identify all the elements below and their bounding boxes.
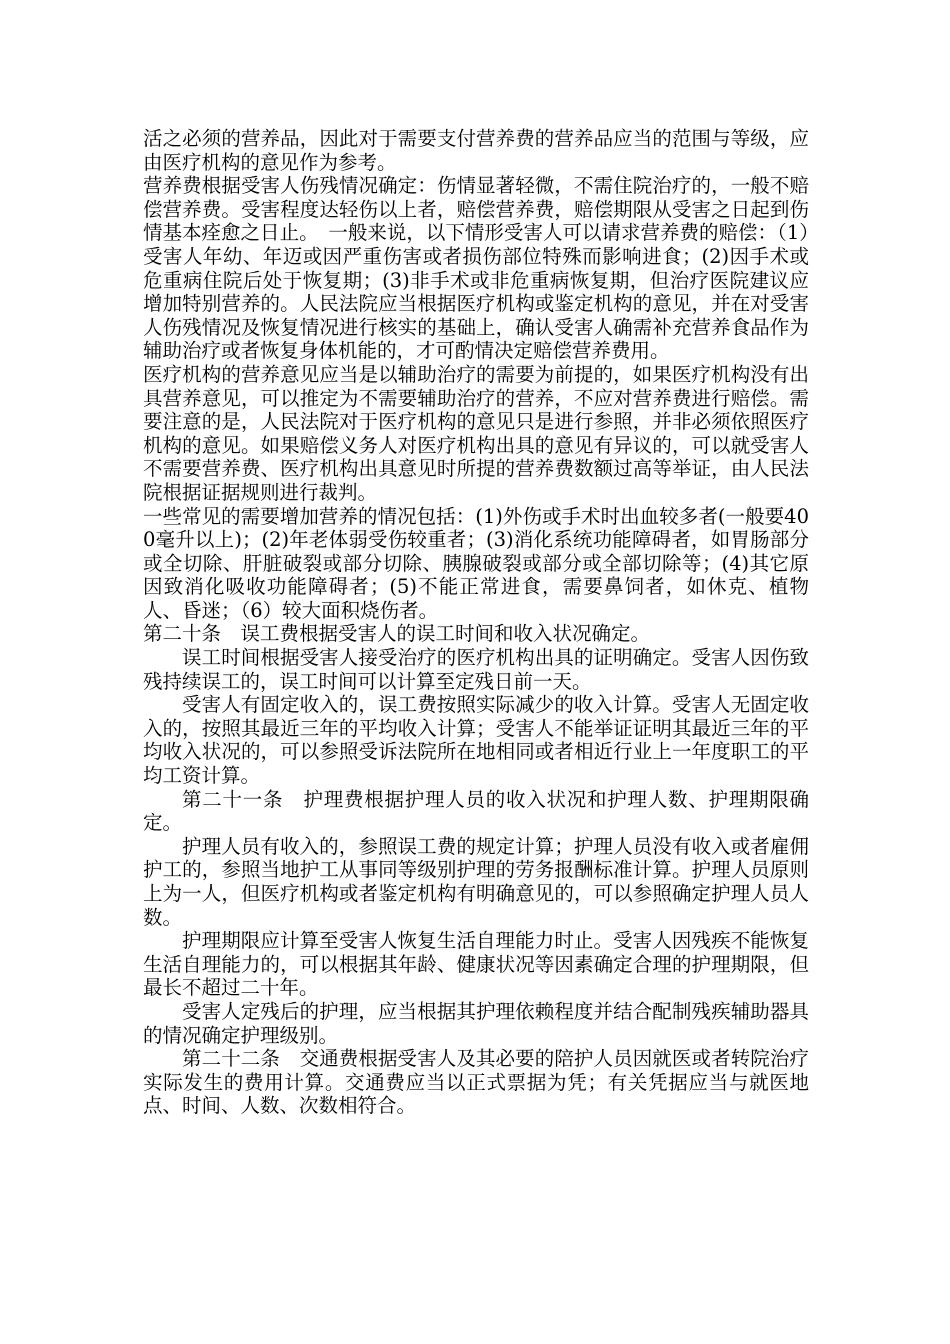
paragraph-nutrition-fee-basis: 营养费根据受害人伤残情况确定：伤情显著轻微，不需住院治疗的，一般不赔偿营养费。受害程度达轻伤以上者，赔偿营养费，赔偿期限从受害之日起到伤情基本痊愈之日止。 一般来说，以下情形受害人可以请求营养费的赔偿：（1）受害人年幼、年迈或因严重伤害或者损伤部位特殊而影响进食；(2)因手术或危重病住院后处于恢复期；(3)非手术或非危重病恢复期，但治疗医院建议应增加特别营养的。人民法院应当根据医疗机构或鉴定机构的意见，并在对受害人伤残情况及恢复情况进行核实的基础上，确认受害人确需补充营养食品作为辅助治疗或者恢复身体机能的，才可酌情决定赔偿营养费用。 (143, 174, 809, 363)
paragraph-nursing-period: 护理期限应计算至受害人恢复生活自理能力时止。受害人因残疾不能恢复生活自理能力的，可以根据其年龄、健康状况等因素确定合理的护理期限，但最长不超过二十年。 (143, 929, 809, 1000)
paragraph-nursing-income: 护理人员有收入的，参照误工费的规定计算；护理人员没有收入或者雇佣护工的，参照当地护工从事同等级别护理的劳务报酬标准计算。护理人员原则上为一人，但医疗机构或者鉴定机构有明确意见的，可以参照确定护理人员人数。 (143, 834, 809, 929)
paragraph-nursing-level: 受害人定残后的护理，应当根据其护理依赖程度并结合配制残疾辅助器具的情况确定护理级别。 (143, 999, 809, 1047)
article-21-heading: 第二十一条 护理费根据护理人员的收入状况和护理人数、护理期限确定。 (143, 787, 809, 835)
paragraph-common-nutrition-cases: 一些常见的需要增加营养的情况包括：(1)外伤或手术时出血较多者(一般要400毫升以上)；(2)年老体弱受伤较重者；(3)消化系统功能障碍者，如胃肠部分或全切除、肝脏破裂或部分切除、胰腺破裂或部分或全部切除等；(4)其它原因致消化吸收功能障碍者；(5)不能正常进食，需要鼻饲者，如休克、植物人、昏迷；（6）较大面积烧伤者。 (143, 504, 809, 622)
paragraph-lost-work-time: 误工时间根据受害人接受治疗的医疗机构出具的证明确定。受害人因伤致残持续误工的，误工时间可以计算至定残日前一天。 (143, 646, 809, 693)
article-20-heading: 第二十条 误工费根据受害人的误工时间和收入状况确定。 (143, 622, 651, 646)
article-22-transport-fee: 第二十二条 交通费根据受害人及其必要的陪护人员因就医或者转院治疗实际发生的费用计算。交通费应当以正式票据为凭；有关凭据应当与就医地点、时间、人数、次数相符合。 (143, 1047, 809, 1118)
document-body (143, 127, 809, 1118)
paragraph-medical-opinion: 医疗机构的营养意见应当是以辅助治疗的需要为前提的，如果医疗机构没有出具营养意见，可以推定为不需要辅助治疗的营养，不应对营养费进行赔偿。需要注意的是，人民法院对于医疗机构的意见只是进行参照，并非必须依照医疗机构的意见。如果赔偿义务人对医疗机构出具的意见有异议的，可以就受害人不需要营养费、医疗机构出具意见时所提的营养费数额过高等举证，由人民法院根据证据规则进行裁判。 (143, 362, 809, 504)
paragraph-lost-work-income: 受害人有固定收入的，误工费按照实际减少的收入计算。受害人无固定收入的，按照其最近三年的平均收入计算；受害人不能举证证明其最近三年的平均收入状况的，可以参照受诉法院所在地相同或者相近行业上一年度职工的平均工资计算。 (143, 693, 809, 788)
paragraph-nutrition-items-end: 活之必须的营养品，因此对于需要支付营养费的营养品应当的范围与等级，应由医疗机构的意见作为参考。 (143, 127, 809, 174)
